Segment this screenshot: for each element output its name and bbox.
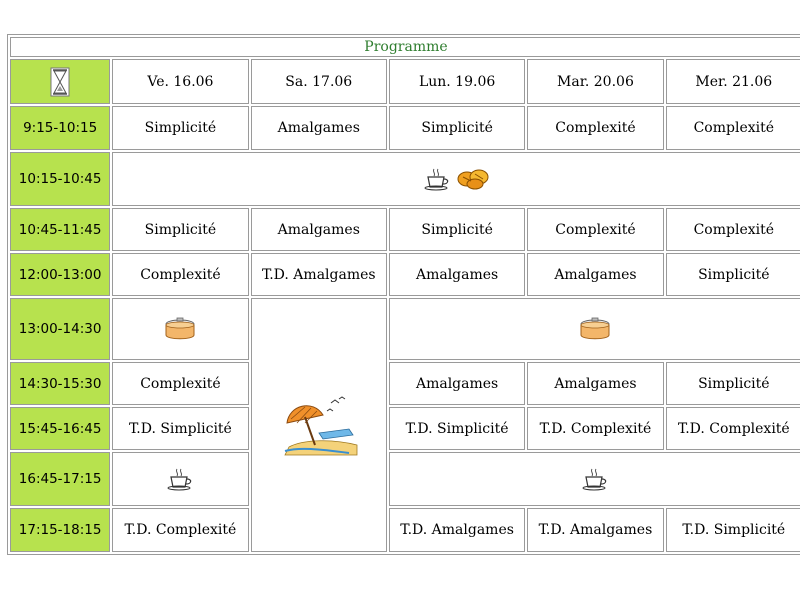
coffee-cup-icon: [423, 167, 451, 191]
session-cell: T.D. Simplicité: [112, 407, 248, 450]
session-cell: Simplicité: [666, 362, 800, 405]
day-header: Mer. 21.06: [666, 59, 800, 104]
session-cell: T.D. Simplicité: [389, 407, 525, 450]
coffee-break-cell: [112, 152, 800, 206]
session-cell: Amalgames: [251, 208, 387, 251]
programme-title: Programme: [10, 37, 800, 57]
coffee-break-cell: [389, 452, 800, 506]
session-cell: Simplicité: [112, 208, 248, 251]
hourglass-icon: [49, 67, 71, 97]
session-cell: Complexité: [666, 106, 800, 150]
session-cell: T.D. Simplicité: [666, 508, 800, 552]
day-header: Ve. 16.06: [112, 59, 248, 104]
day-header: Mar. 20.06: [527, 59, 663, 104]
session-cell: Amalgames: [251, 106, 387, 150]
lunch-pot-icon: [578, 316, 612, 342]
lunch-cell: [112, 298, 248, 360]
pastries-icon: [455, 167, 491, 191]
time-slot: 10:15-10:45: [10, 152, 110, 206]
session-cell: Complexité: [666, 208, 800, 251]
session-cell: T.D. Complexité: [112, 508, 248, 552]
session-cell: T.D. Amalgames: [527, 508, 663, 552]
coffee-break-cell: [112, 452, 248, 506]
session-cell: Simplicité: [666, 253, 800, 296]
time-slot: 13:00-14:30: [10, 298, 110, 360]
session-cell: Complexité: [527, 106, 663, 150]
session-cell: Amalgames: [389, 253, 525, 296]
lunch-cell: [389, 298, 800, 360]
session-cell: Complexité: [527, 208, 663, 251]
session-cell: Amalgames: [389, 362, 525, 405]
session-cell: T.D. Complexité: [527, 407, 663, 450]
time-slot: 10:45-11:45: [10, 208, 110, 251]
schedule-table: [7, 34, 800, 555]
coffee-cup-icon: [166, 467, 194, 491]
coffee-cup-icon: [581, 467, 609, 491]
time-slot: 14:30-15:30: [10, 362, 110, 405]
session-cell: T.D. Amalgames: [251, 253, 387, 296]
day-header: Sa. 17.06: [251, 59, 387, 104]
session-cell: T.D. Complexité: [666, 407, 800, 450]
lunch-pot-icon: [163, 316, 197, 342]
session-cell: Complexité: [112, 362, 248, 405]
time-slot: 12:00-13:00: [10, 253, 110, 296]
time-slot: 9:15-10:15: [10, 106, 110, 150]
session-cell: Complexité: [112, 253, 248, 296]
time-slot: 15:45-16:45: [10, 407, 110, 450]
session-cell: Amalgames: [527, 362, 663, 405]
session-cell: T.D. Amalgames: [389, 508, 525, 552]
day-header: Lun. 19.06: [389, 59, 525, 104]
saturday-afternoon-free-cell: [251, 298, 387, 552]
session-cell: Simplicité: [389, 106, 525, 150]
session-cell: Simplicité: [112, 106, 248, 150]
time-slot: 16:45-17:15: [10, 452, 110, 506]
session-cell: Simplicité: [389, 208, 525, 251]
corner-cell: [10, 59, 110, 104]
time-slot: 17:15-18:15: [10, 508, 110, 552]
beach-umbrella-icon: [279, 393, 359, 457]
session-cell: Amalgames: [527, 253, 663, 296]
